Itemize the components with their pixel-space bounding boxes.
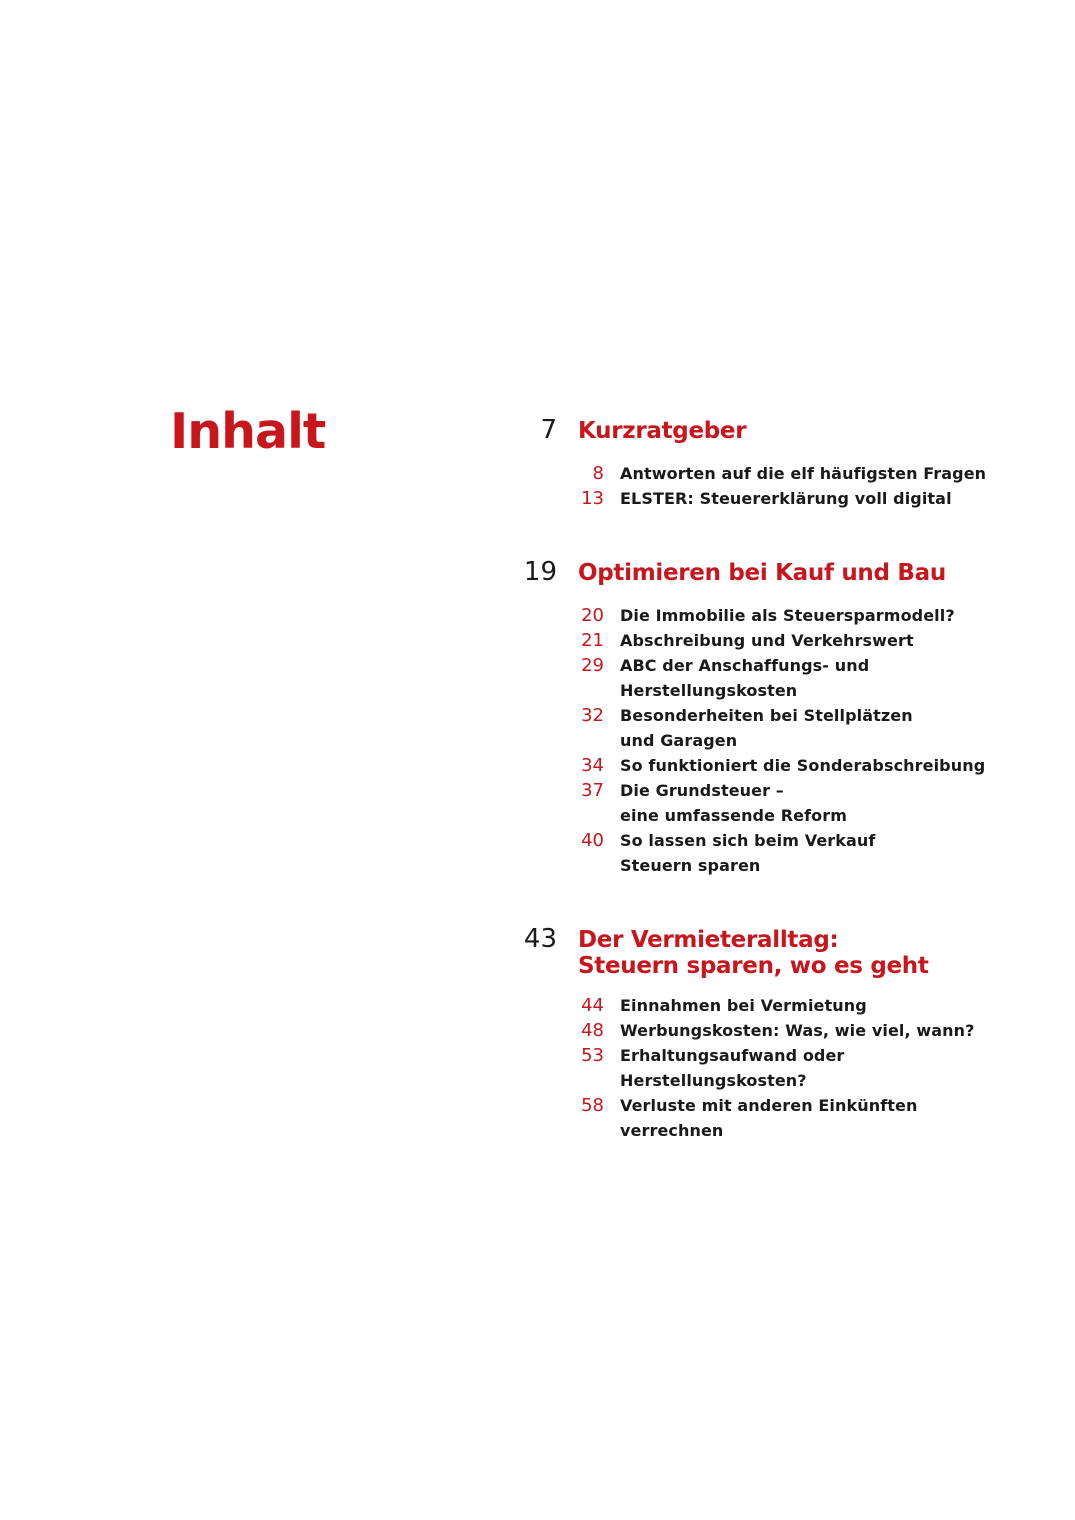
- entry-title: [620, 603, 970, 628]
- entry-title: [620, 1018, 975, 1043]
- entry-title-line: eine umfassende Reform: [620, 806, 848, 825]
- section-heading[interactable]: [500, 557, 970, 589]
- entry-title-line: Besonderheiten bei Stellplätzen: [620, 706, 913, 725]
- section-title-line: Kurzratgeber: [578, 418, 747, 444]
- entry-page-number: 48: [581, 1020, 604, 1041]
- entry-title: [620, 486, 970, 511]
- toc-entry[interactable]: [578, 461, 987, 486]
- entry-page-number: 21: [581, 630, 604, 651]
- entry-page-number: 40: [581, 830, 604, 851]
- entry-page-number: 29: [581, 655, 604, 676]
- entry-title: [620, 828, 970, 878]
- toc-entry[interactable]: [578, 486, 970, 511]
- entry-title: [620, 703, 970, 753]
- entry-title-line: Erhaltungsaufwand oder: [620, 1046, 845, 1065]
- toc-section: [500, 557, 986, 878]
- toc-entry[interactable]: [578, 653, 970, 703]
- entry-title: [620, 1043, 970, 1093]
- entry-page-number: 34: [581, 755, 604, 776]
- entry-page-number: 44: [581, 995, 604, 1016]
- entry-page-number: 20: [581, 605, 604, 626]
- entry-list: [500, 993, 975, 1143]
- section-heading[interactable]: [500, 415, 970, 447]
- section-heading[interactable]: [500, 924, 970, 979]
- entry-title-line: ELSTER: Steuererklärung voll digital: [620, 489, 952, 508]
- section-title: [578, 557, 970, 586]
- entry-title-line: verrechnen: [620, 1121, 724, 1140]
- toc-entry[interactable]: [578, 1043, 970, 1093]
- toc-entry[interactable]: [578, 828, 970, 878]
- entry-page-number: 58: [581, 1095, 604, 1116]
- section-title: [578, 415, 970, 444]
- section-title: [578, 924, 970, 979]
- toc-entry[interactable]: [578, 703, 970, 753]
- section-title-line: Der Vermieteralltag:: [578, 927, 839, 953]
- entry-title-line: So lassen sich beim Verkauf: [620, 831, 876, 850]
- entry-title-line: Herstellungskosten: [620, 681, 798, 700]
- entry-page-number: 8: [592, 463, 604, 484]
- entry-title: [620, 993, 970, 1018]
- entry-page-number: 53: [581, 1045, 604, 1066]
- entry-title: [620, 653, 970, 703]
- entry-title-line: Antworten auf die elf häufigsten Fragen: [620, 464, 987, 483]
- section-page-number: 7: [540, 415, 557, 445]
- entry-title-line: Steuern sparen: [620, 856, 761, 875]
- toc-entry[interactable]: [578, 1093, 970, 1143]
- section-page-number: 19: [523, 557, 557, 587]
- section-title-line: Steuern sparen, wo es geht: [578, 953, 929, 979]
- table-of-contents: [500, 415, 987, 1189]
- entry-list: [500, 461, 987, 511]
- entry-page-number: 13: [581, 488, 604, 509]
- toc-entry[interactable]: [578, 628, 970, 653]
- entry-title-line: Abschreibung und Verkehrswert: [620, 631, 914, 650]
- entry-title-line: Herstellungskosten?: [620, 1071, 807, 1090]
- entry-title: [620, 1093, 970, 1143]
- toc-entry[interactable]: [578, 993, 970, 1018]
- entry-page-number: 32: [581, 705, 604, 726]
- toc-entry[interactable]: [578, 753, 986, 778]
- entry-title-line: Einnahmen bei Vermietung: [620, 996, 867, 1015]
- entry-title-line: und Garagen: [620, 731, 738, 750]
- entry-title: [620, 628, 970, 653]
- entry-title: [620, 778, 970, 828]
- toc-entry[interactable]: [578, 1018, 975, 1043]
- toc-entry[interactable]: [578, 603, 970, 628]
- entry-title-line: Die Grundsteuer –: [620, 781, 784, 800]
- entry-title-line: Werbungskosten: Was, wie viel, wann?: [620, 1021, 975, 1040]
- entry-page-number: 37: [581, 780, 604, 801]
- entry-title-line: So funktioniert die Sonderabschreibung: [620, 756, 986, 775]
- entry-title-line: Verluste mit anderen Einkünften: [620, 1096, 918, 1115]
- entry-title-line: ABC der Anschaffungs- und: [620, 656, 870, 675]
- toc-section: [500, 415, 987, 511]
- entry-title: [620, 461, 987, 486]
- section-title-line: Optimieren bei Kauf und Bau: [578, 560, 946, 586]
- section-page-number: 43: [523, 924, 557, 954]
- entry-title-line: Die Immobilie als Steuersparmodell?: [620, 606, 955, 625]
- entry-title: [620, 753, 986, 778]
- entry-list: [500, 603, 986, 878]
- page-title: Inhalt: [170, 403, 326, 460]
- toc-section: [500, 924, 975, 1143]
- toc-entry[interactable]: [578, 778, 970, 828]
